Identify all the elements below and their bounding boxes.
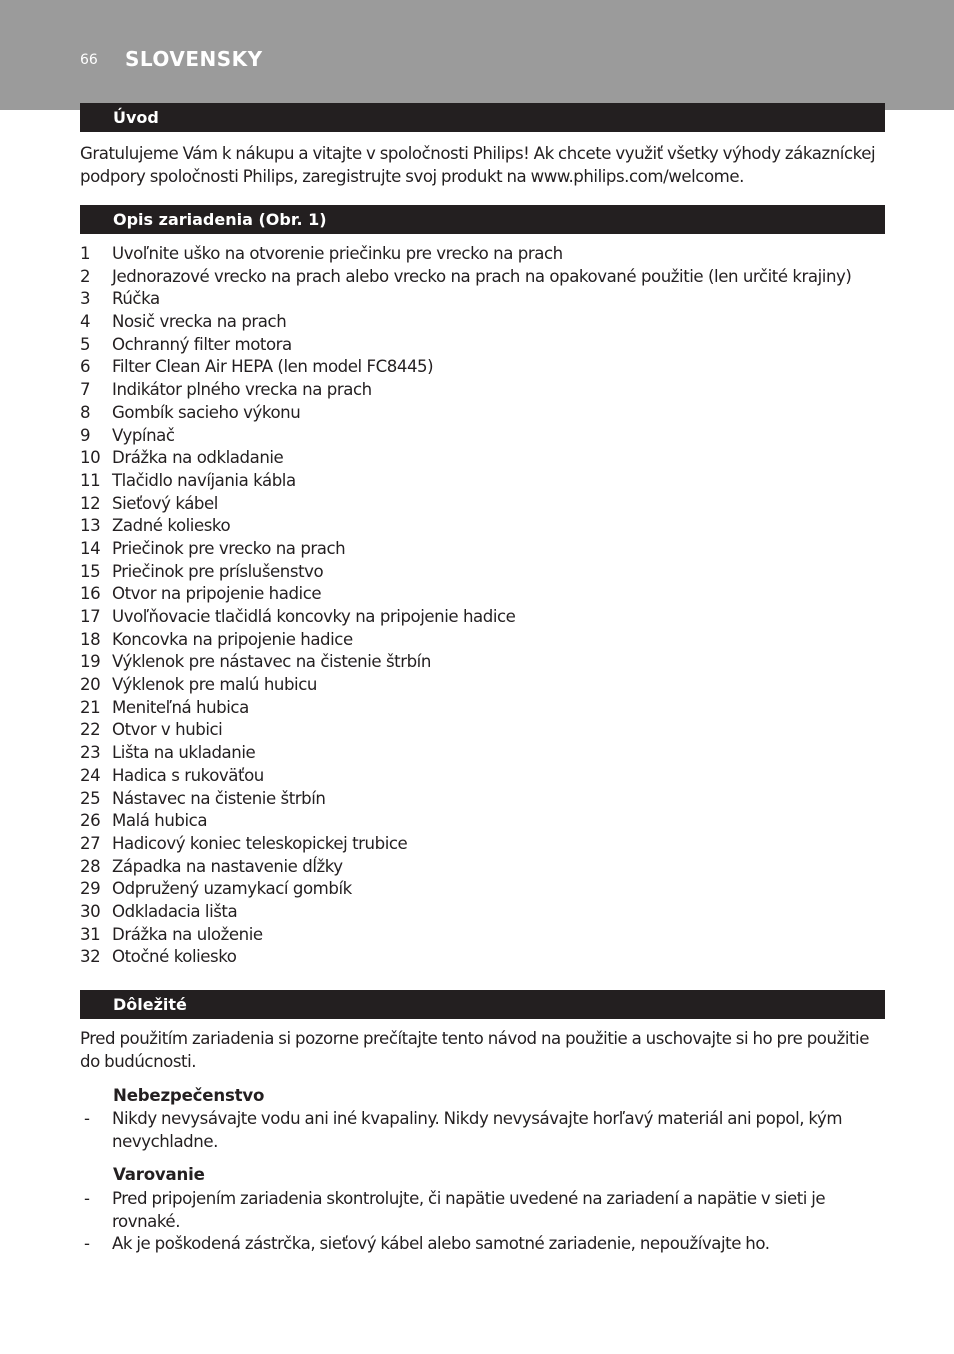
intro-paragraph: Gratulujeme Vám k nákupu a vitajte v spoločnosti Philips! Ak chcete využiť všetky výhody zákazníckej podpory spoločnosti Philips, zaregistrujte svoj produkt na www.philips.com/welcome. <box>80 144 876 186</box>
list-item-text: Drážka na uloženie <box>112 924 263 944</box>
list-item-text: Koncovka na pripojenie hadice <box>112 629 353 649</box>
list-item-text: Výklenok pre malú hubicu <box>112 675 317 695</box>
list-item-text: Priečinok pre vrecko na prach <box>112 538 346 558</box>
list-item-number: 4 <box>80 312 91 332</box>
list-item-text: Nosič vrecka na prach <box>112 312 287 332</box>
list-item-text: Otočné koliesko <box>112 947 237 967</box>
list-item-number: 8 <box>80 402 91 422</box>
list-item-number: 6 <box>80 357 91 377</box>
list-item-text: Odkladacia lišta <box>112 901 238 921</box>
list-item-number: 21 <box>80 697 101 717</box>
list-item-text: Sieťový kábel <box>112 493 218 513</box>
list-item-number: 5 <box>80 334 91 354</box>
list-item-text: Priečinok pre príslušenstvo <box>112 561 324 581</box>
section-heading-important: Dôležité <box>80 990 885 1019</box>
language-title: SLOVENSKY <box>125 47 263 71</box>
list-item-number: 9 <box>80 425 91 445</box>
list-item-text: Zadné koliesko <box>112 516 231 536</box>
list-item-number: 11 <box>80 470 101 490</box>
list-item-number: 31 <box>80 924 101 944</box>
list-item-text: Otvor na pripojenie hadice <box>112 584 322 604</box>
list-item-number: 18 <box>80 629 101 649</box>
list-item-text: Západka na nastavenie dĺžky <box>112 856 343 876</box>
list-item-number: 14 <box>80 538 101 558</box>
bullet-dash: - <box>84 1109 90 1128</box>
list-item-text: Uvoľňovacie tlačidlá koncovky na pripojenie hadice <box>112 607 516 626</box>
list-item-number: 10 <box>80 448 101 468</box>
warning-heading: Varovanie <box>113 1165 205 1184</box>
list-item-number: 26 <box>80 811 101 831</box>
list-item-text: Nástavec na čistenie štrbín <box>112 788 326 808</box>
list-item-text: Odpružený uzamykací gombík <box>112 879 352 899</box>
list-item-number: 29 <box>80 879 101 899</box>
list-item-text: Lišta na ukladanie <box>112 743 256 763</box>
list-item-text: Ochranný filter motora <box>112 334 292 354</box>
list-item-text: Indikátor plného vrecka na prach <box>112 380 372 400</box>
list-item-number: 22 <box>80 720 101 740</box>
warning-item <box>80 1232 860 1255</box>
list-item-text: Rúčka <box>112 289 160 309</box>
list-item-number: 25 <box>80 788 101 808</box>
list-item-number: 16 <box>80 584 101 604</box>
list-item-number: 20 <box>80 675 101 695</box>
danger-item <box>80 1107 860 1153</box>
list-item-text: Vypínač <box>112 425 175 445</box>
section-heading-intro: Úvod <box>80 103 885 132</box>
danger-item-text: Nikdy nevysávajte vodu ani iné kvapaliny. Nikdy nevysávajte horľavý materiál ani popol, kým nevychladne. <box>112 1109 843 1151</box>
list-item-number: 24 <box>80 765 101 785</box>
list-item-number: 3 <box>80 289 91 309</box>
warning-item-text: Pred pripojením zariadenia skontrolujte, či napätie uvedené na zariadení a napätie v sieti je rovnaké. <box>112 1189 826 1231</box>
header-band <box>0 0 954 110</box>
list-item-number: 15 <box>80 561 101 581</box>
bullet-dash: - <box>84 1189 90 1208</box>
list-item-number: 17 <box>80 607 101 626</box>
bullet-dash: - <box>84 1234 90 1253</box>
list-item-number: 27 <box>80 833 101 853</box>
list-item-number: 30 <box>80 901 101 921</box>
list-item-text: Malá hubica <box>112 811 208 831</box>
list-item-number: 13 <box>80 516 101 536</box>
important-paragraph: Pred použitím zariadenia si pozorne prečítajte tento návod na použitie a uschovajte si ho pre použitie do budúcnosti. <box>80 1029 869 1071</box>
page-number: 66 <box>80 52 98 68</box>
list-item-text: Otvor v hubici <box>112 720 223 740</box>
list-item-number: 12 <box>80 493 101 513</box>
danger-heading: Nebezpečenstvo <box>113 1086 265 1105</box>
list-item-number: 19 <box>80 652 101 672</box>
list-item-text: Hadica s rukoväťou <box>112 765 264 785</box>
list-item-number: 28 <box>80 856 101 876</box>
list-item-text: Filter Clean Air HEPA (len model FC8445) <box>112 357 434 377</box>
list-item-text: Gombík sacieho výkonu <box>112 402 301 422</box>
list-item-number: 1 <box>80 244 91 263</box>
list-item-text: Výklenok pre nástavec na čistenie štrbín <box>112 652 431 672</box>
list-item-text: Uvoľnite uško na otvorenie priečinku pre vrecko na prach <box>112 244 563 263</box>
list-item-number: 32 <box>80 947 101 967</box>
list-item-text: Drážka na odkladanie <box>112 448 284 468</box>
list-item-text: Tlačidlo navíjania kábla <box>112 470 296 490</box>
list-item-text: Jednorazové vrecko na prach alebo vrecko na prach na opakované použitie (len určité krajiny) <box>112 266 852 286</box>
list-item-text: Meniteľná hubica <box>112 697 249 717</box>
section-heading-description: Opis zariadenia (Obr. 1) <box>80 205 885 234</box>
list-item-number: 23 <box>80 743 101 763</box>
warning-item-text: Ak je poškodená zástrčka, sieťový kábel alebo samotné zariadenie, nepoužívajte ho. <box>112 1234 770 1253</box>
warning-item <box>80 1187 860 1233</box>
list-item-number: 7 <box>80 380 91 400</box>
list-item-number: 2 <box>80 266 91 286</box>
list-item-text: Hadicový koniec teleskopickej trubice <box>112 833 408 853</box>
